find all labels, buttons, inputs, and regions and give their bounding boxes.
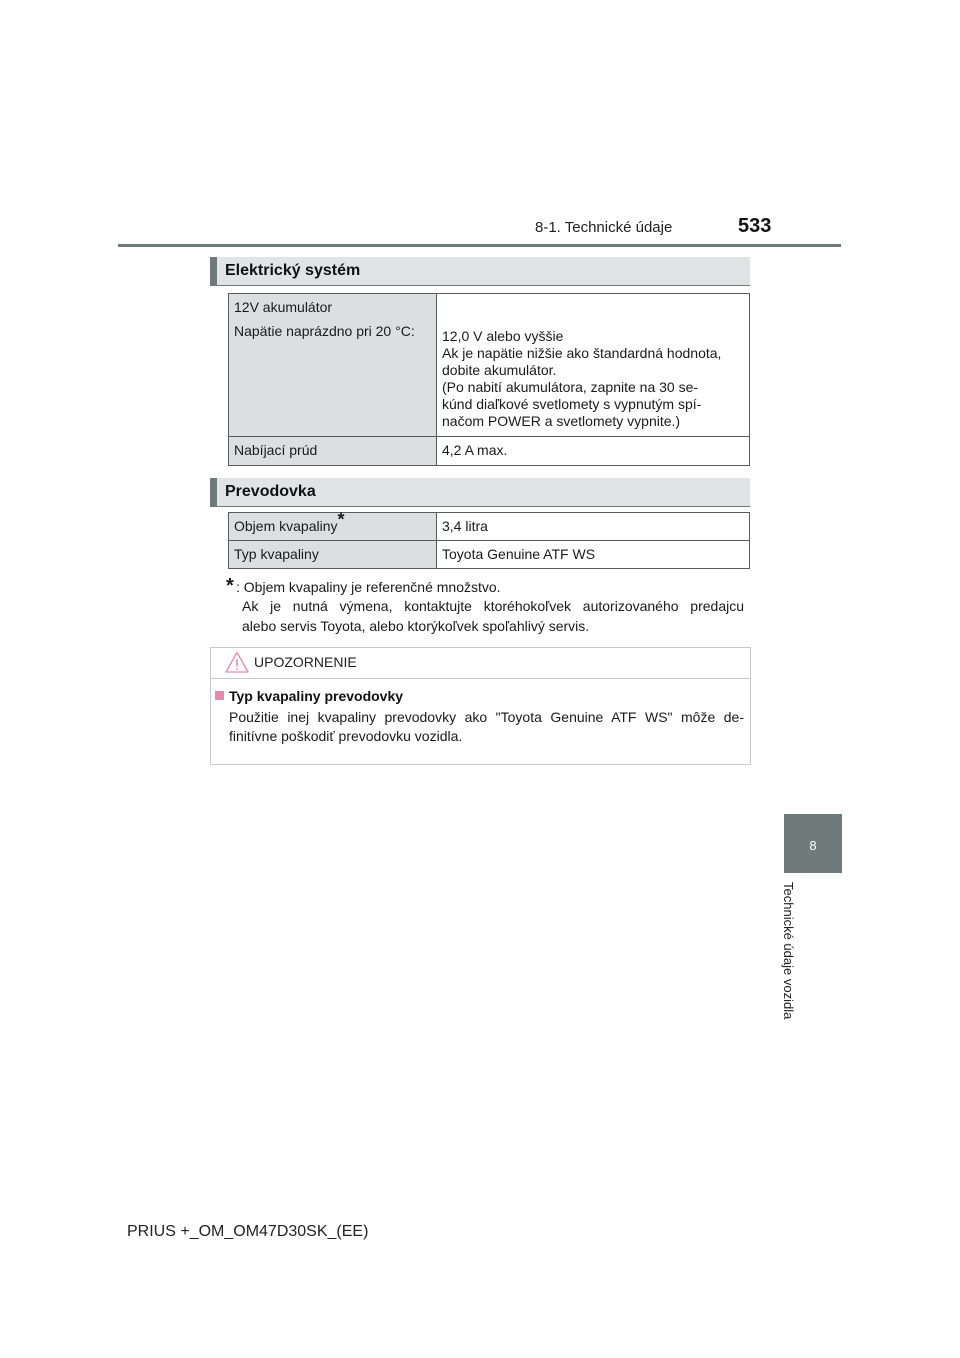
- voltage-label: Napätie naprázdno pri 20 °C:: [234, 323, 415, 339]
- warning-subtitle: Typ kvapaliny prevodovky: [229, 688, 404, 704]
- fluid-volume-label: Objem kvapaliny: [234, 518, 338, 534]
- table-key-cell: [229, 509, 437, 541]
- page-number: 533: [738, 215, 772, 237]
- footnote-line: : Objem kvapaliny je referenčné množstvo.: [236, 579, 501, 595]
- warning-title: UPOZORNENIE: [254, 654, 357, 670]
- table-key-cell: [229, 294, 437, 437]
- section-heading-electrical: [210, 257, 750, 286]
- document-code: PRIUS +_OM_OM47D30SK_(EE): [127, 1223, 369, 1240]
- bullet-square-icon: [215, 691, 224, 700]
- table-value-cell: [437, 541, 750, 569]
- chapter-number: 8: [809, 838, 817, 853]
- footnote-line: Ak je nutná výmena, kontaktujte ktoréhokoľvek autorizovaného predajcu: [242, 598, 744, 614]
- fluid-volume-value: 3,4 litra: [442, 518, 488, 534]
- section-title: 8-1. Technické údaje: [535, 219, 673, 236]
- heading-text: Elektrický systém: [225, 262, 361, 279]
- value-line: kúnd diaľkové svetlomety s vypnutým spí-: [442, 396, 702, 412]
- section-heading-transmission: [210, 478, 750, 507]
- table-row: [229, 513, 750, 541]
- table-value-cell: [437, 437, 750, 466]
- heading-accent-bar: [210, 257, 217, 286]
- value-line: dobite akumulátor.: [442, 362, 557, 378]
- table-row: [229, 294, 750, 437]
- heading-accent-bar: [210, 478, 217, 507]
- charging-current-label: Nabíjací prúd: [234, 442, 318, 458]
- battery-label: 12V akumulátor: [234, 299, 333, 315]
- table-value-cell: [437, 513, 750, 541]
- warning-text-line: Použitie inej kvapaliny prevodovky ako "Toyota Genuine ATF WS" môže de-: [229, 709, 744, 725]
- footnote-mark: *: [337, 509, 345, 530]
- table-row: [229, 437, 750, 466]
- footnote-line: alebo servis Toyota, alebo ktorýkoľvek spoľahlivý servis.: [242, 618, 590, 634]
- value-line: načom POWER a svetlomety vypnite.): [442, 413, 681, 429]
- table-row: [229, 541, 750, 569]
- warning-triangle-icon: [225, 651, 249, 673]
- chapter-tab[interactable]: [784, 814, 842, 873]
- fluid-type-value: Toyota Genuine ATF WS: [442, 546, 596, 562]
- header-divider: [118, 244, 841, 247]
- charging-current-value: 4,2 A max.: [442, 442, 508, 458]
- heading-text: Prevodovka: [225, 483, 316, 500]
- value-line: Ak je napätie nižšie ako štandardná hodnota,: [442, 345, 722, 361]
- chapter-label: Technické údaje vozidla: [781, 882, 796, 1020]
- table-key-cell: [229, 541, 437, 569]
- warning-header: [211, 648, 750, 679]
- value-line: (Po nabití akumulátora, zapnite na 30 se-: [442, 379, 699, 395]
- warning-text-line: finitívne poškodiť prevodovku vozidla.: [229, 728, 463, 744]
- warning-box: [210, 647, 751, 765]
- fluid-type-label: Typ kvapaliny: [234, 546, 319, 562]
- table-key-cell: [229, 437, 437, 466]
- table-value-cell: [437, 294, 750, 437]
- chapter-label-vertical: [781, 882, 808, 1038]
- footnote-star: *: [226, 575, 234, 597]
- electrical-spec-table: [228, 293, 750, 466]
- value-line: 12,0 V alebo vyššie: [442, 328, 564, 344]
- transmission-spec-table: [228, 509, 750, 569]
- warning-text: [229, 708, 744, 746]
